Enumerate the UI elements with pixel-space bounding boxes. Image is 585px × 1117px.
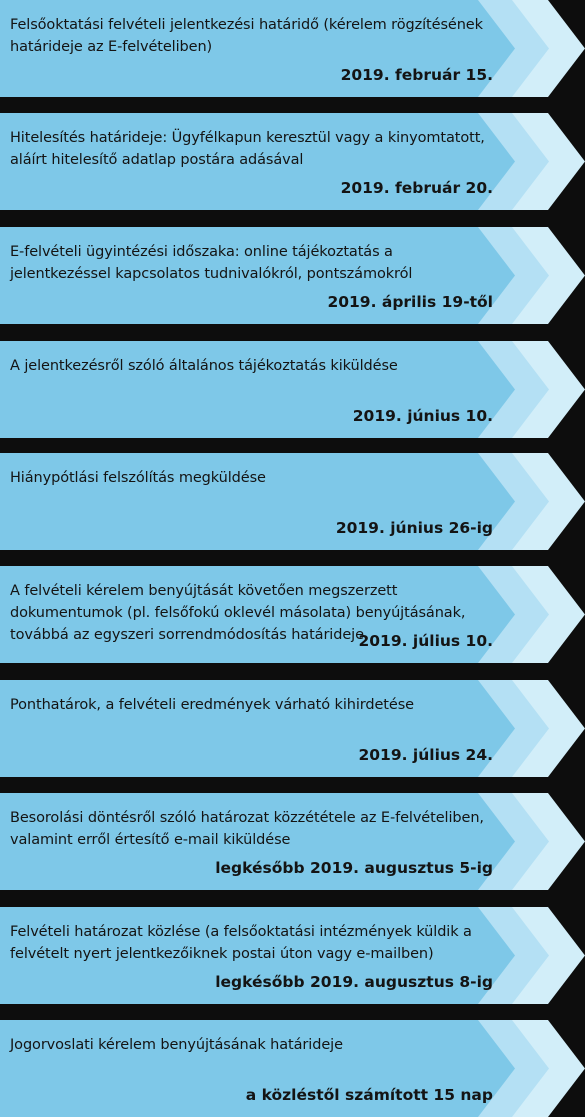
step-date: 2019. február 20. — [340, 179, 493, 197]
timeline-step-6 — [0, 566, 585, 663]
step-date: 2019. július 24. — [358, 746, 493, 764]
step-date: 2019. június 26-ig — [335, 519, 493, 537]
step-date: a közléstől számított 15 nap — [245, 1086, 493, 1104]
timeline-step-10 — [0, 1020, 585, 1117]
step-description: Felsőoktatási felvételi jelentkezési határidő (kérelem rögzítésének határideje az E-felvételiben) — [10, 17, 483, 55]
timeline-step-2 — [0, 113, 585, 210]
step-date: 2019. július 10. — [358, 632, 493, 650]
timeline-step-9 — [0, 907, 585, 1004]
step-description: A felvételi kérelem benyújtását követően megszerzett dokumentumok (pl. felsőfokú oklevél másolata) benyújtásának, továbbá az egyszeri sorrendmódosítás határideje — [10, 583, 466, 643]
step-description: Jogorvoslati kérelem benyújtásának határideje — [10, 1037, 343, 1053]
step-description: Hitelesítés határideje: Ügyfélkapun keresztül vagy a kinyomtatott, aláírt hitelesítő adatlap postára adásával — [10, 130, 485, 168]
timeline-step-8 — [0, 793, 585, 890]
step-description: Besorolási döntésről szóló határozat közzététele az E-felvételiben, valamint erről értesítő e-mail kiküldése — [10, 810, 484, 848]
step-date: 2019. április 19-től — [327, 293, 493, 311]
step-description: Hiánypótlási felszólítás megküldése — [10, 470, 266, 486]
timeline-step-5 — [0, 453, 585, 550]
step-date: 2019. február 15. — [340, 66, 493, 84]
step-description: Felvételi határozat közlése (a felsőoktatási intézmények küldik a felvételt nyert jelentkezőiknek postai úton vagy e-mailben) — [10, 924, 472, 962]
step-description: A jelentkezésről szóló általános tájékoztatás kiküldése — [10, 358, 398, 374]
step-date: 2019. június 10. — [352, 407, 493, 425]
timeline-step-1 — [0, 0, 585, 97]
timeline-step-7 — [0, 680, 585, 777]
step-date: legkésőbb 2019. augusztus 8-ig — [215, 973, 493, 991]
step-description: E-felvételi ügyintézési időszaka: online tájékoztatás a jelentkezéssel kapcsolatos tudnivalókról, pontszámokról — [10, 244, 413, 282]
step-date: legkésőbb 2019. augusztus 5-ig — [215, 859, 493, 877]
timeline-step-4 — [0, 341, 585, 438]
timeline-step-3 — [0, 227, 585, 324]
step-description: Ponthatárok, a felvételi eredmények várható kihirdetése — [10, 697, 414, 713]
